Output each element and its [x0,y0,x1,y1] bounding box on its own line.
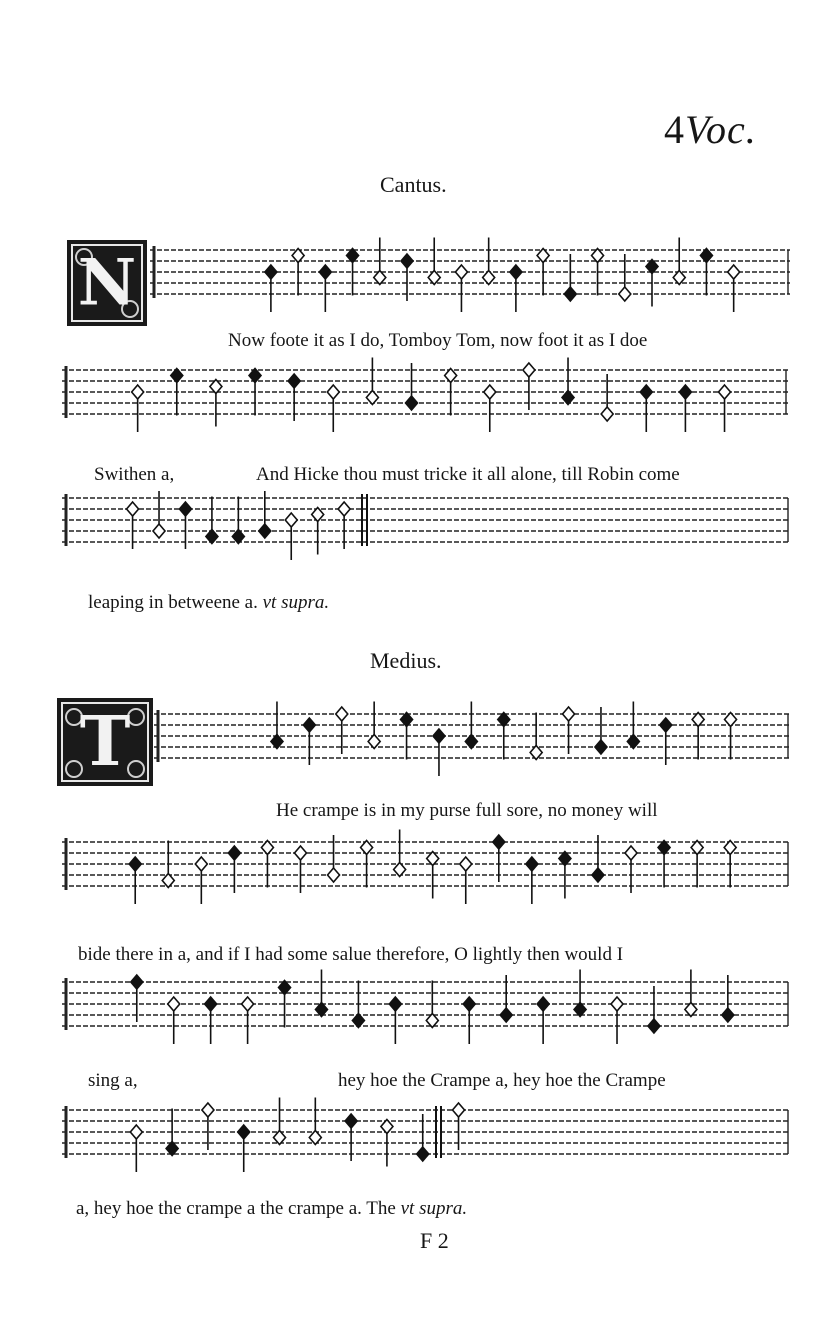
note-head [265,265,277,279]
cantus-lyric-line-1: Now foote it as I do, Tomboy Tom, now foot it as I doe [228,330,648,351]
note-head [228,846,240,860]
note-head [537,997,549,1011]
note-head [345,1114,357,1128]
cantus-title: Cantus. [380,172,447,197]
note-head [171,369,183,383]
note-head [338,502,350,516]
note-head [640,385,652,399]
note-head [130,1125,142,1139]
medius-lyric-line-4: hey hoe the Crampe a, hey hoe the Crampe [338,1070,666,1091]
note-head [131,975,143,989]
note-head [453,1103,465,1117]
note-head [460,857,472,871]
note-head [129,857,141,871]
note-head [648,1019,660,1033]
note-head [205,997,217,1011]
note-head [728,265,740,279]
note-head [285,513,297,527]
note-head [261,841,273,855]
note-head [336,707,348,721]
folio-signature: F 2 [420,1228,449,1253]
note-head [592,868,604,882]
note-head [288,374,300,388]
medius-lyric-line-1: He crampe is in my purse full sore, no money will [276,800,658,821]
note-head [406,396,418,410]
note-head [510,265,522,279]
note-head [465,735,477,749]
note-head [259,524,271,538]
note-head [303,718,315,732]
note-head [722,1008,734,1022]
note-head [611,997,623,1011]
medius-title: Medius. [370,648,442,673]
note-head [366,391,378,405]
note-head [660,718,672,732]
note-head [433,729,445,743]
note-head [455,265,467,279]
decorated-initial-t: T [57,698,153,786]
note-head [463,997,475,1011]
cantus-lyric-line-4: leaping in betweene a. vt supra. [88,592,330,613]
decorated-initial-n: N [67,240,147,326]
note-head [242,997,254,1011]
note-head [352,1014,364,1028]
note-head [484,385,496,399]
note-head [619,287,631,301]
note-head [595,740,607,754]
voice-count-heading: 4Voc. [664,107,757,152]
note-head [523,363,535,377]
note-head [238,1125,250,1139]
note-head [294,846,306,860]
note-head [564,287,576,301]
note-head [493,835,505,849]
note-head [168,997,180,1011]
note-head [327,385,339,399]
note-head [563,707,575,721]
note-head [195,857,207,871]
note-head [389,997,401,1011]
cantus-lyric-line-3: And Hicke thou must tricke it all alone, till Robin come [256,464,680,485]
note-head [417,1147,429,1161]
note-head [179,502,191,516]
cantus-lyric-line-2: Swithen a, [94,464,175,485]
note-head [719,385,731,399]
note-head [319,265,331,279]
note-head [625,846,637,860]
medius-lyric-line-3: sing a, [88,1070,138,1091]
note-head [500,1008,512,1022]
medius-lyric-line-5: a, hey hoe the crampe a the crampe a. The vt supra. [76,1198,468,1219]
note-head [725,713,737,727]
note-head [202,1103,214,1117]
note-head [153,524,165,538]
note-head [127,502,139,516]
note-head [328,868,340,882]
note-head [526,857,538,871]
medius-lyric-line-2: bide there in a, and if I had some salue therefore, O lightly then would I [78,944,624,965]
note-head [401,254,413,268]
note-head [483,271,495,285]
note-head [601,407,613,421]
note-head [679,385,691,399]
note-head [132,385,144,399]
